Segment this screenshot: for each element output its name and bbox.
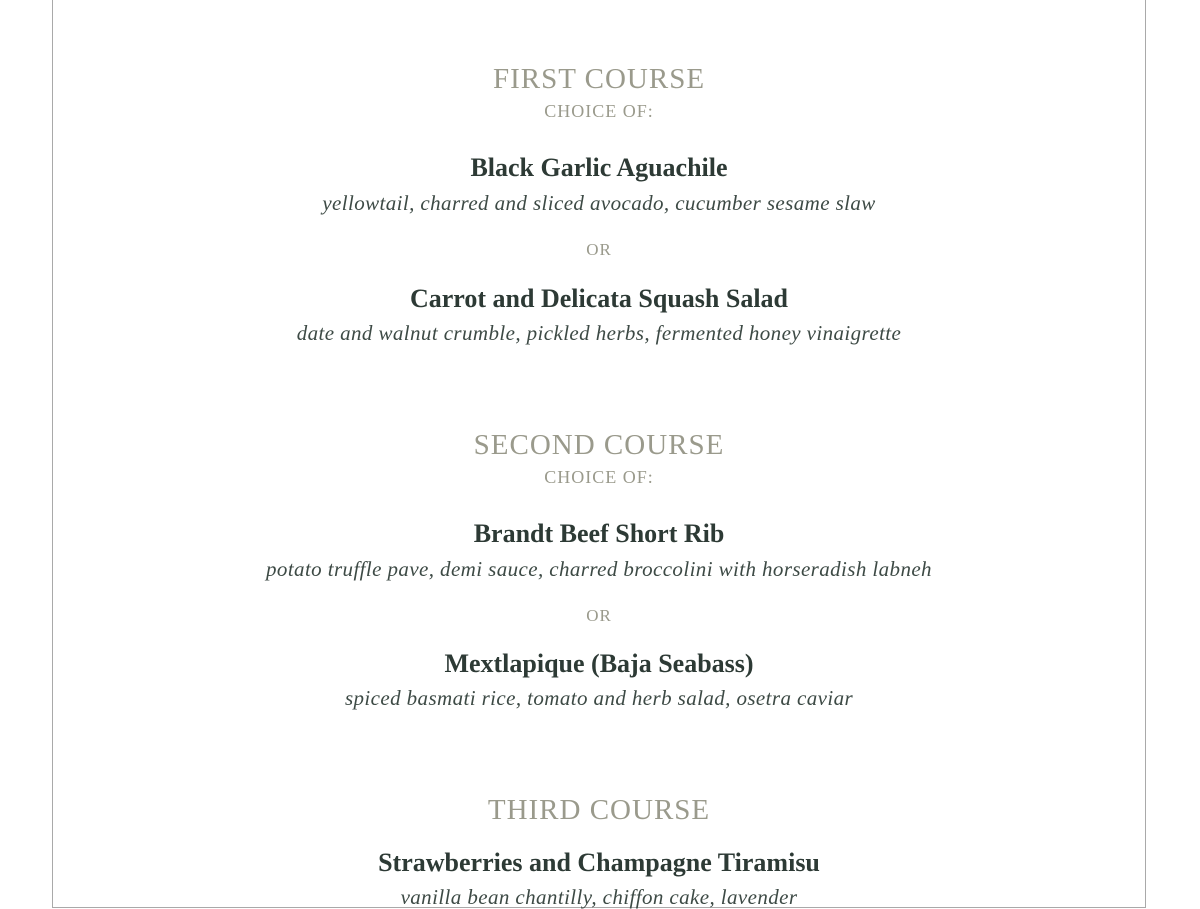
dish-description: vanilla bean chantilly, chiffon cake, lavender — [400, 885, 798, 909]
second-course-title: SECOND COURSE — [473, 429, 725, 461]
dish-strawberries-champagne-tiramisu: Strawberries and Champagne Tiramisu — [378, 848, 820, 877]
first-course-title: FIRST COURSE — [492, 63, 706, 95]
dish-description: yellowtail, charred and sliced avocado, cucumber sesame slaw — [322, 191, 876, 215]
menu-card — [52, 0, 1146, 908]
or-separator: OR — [586, 606, 612, 625]
or-separator: OR — [586, 240, 612, 259]
dish-description: spiced basmati rice, tomato and herb salad, osetra caviar — [344, 686, 854, 710]
first-course-choice-label: CHOICE OF: — [544, 101, 654, 121]
dish-brandt-beef-short-rib: Brandt Beef Short Rib — [473, 519, 725, 548]
dish-black-garlic-aguachile: Black Garlic Aguachile — [470, 153, 728, 182]
dish-description: date and walnut crumble, pickled herbs, fermented honey vinaigrette — [296, 321, 902, 345]
dish-description: potato truffle pave, demi sauce, charred broccolini with horseradish labneh — [266, 557, 932, 581]
third-course-title: THIRD COURSE — [487, 794, 711, 826]
second-course-choice-label: CHOICE OF: — [544, 467, 654, 487]
dish-carrot-delicata-squash-salad: Carrot and Delicata Squash Salad — [409, 284, 789, 313]
dish-mextlapique-baja-seabass: Mextlapique (Baja Seabass) — [444, 649, 754, 678]
